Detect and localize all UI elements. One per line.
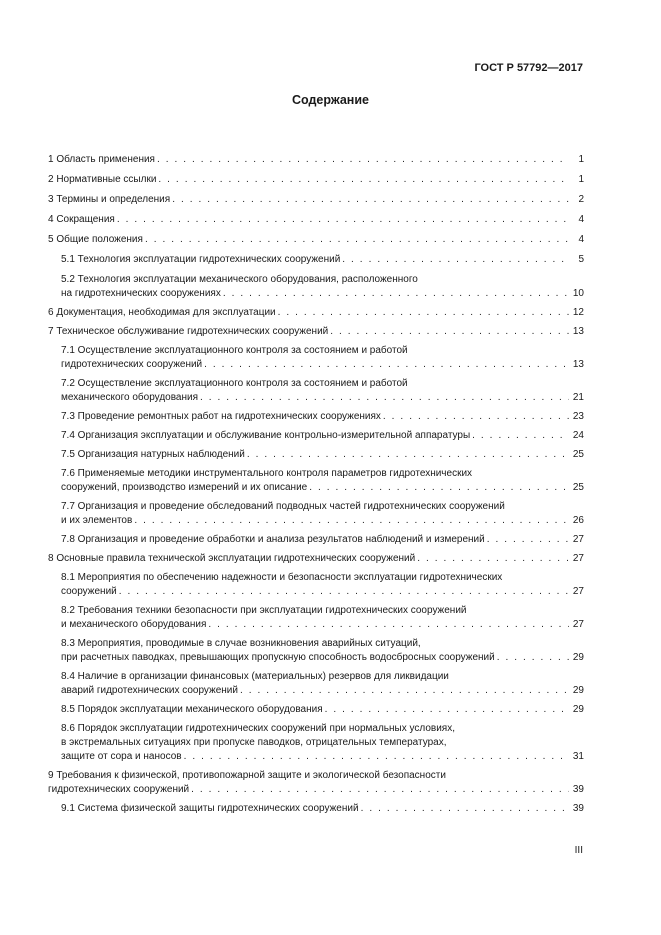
toc-page-number: 12 <box>572 307 584 318</box>
toc-entry-text: сооружений, производство измерений и их описание <box>61 482 308 493</box>
toc-page-number: 29 <box>572 704 584 715</box>
dot-leader <box>223 287 569 301</box>
page-title: Содержание <box>291 93 369 107</box>
dot-leader <box>383 410 569 424</box>
dot-leader <box>342 253 569 267</box>
toc-entry[interactable] <box>48 410 584 424</box>
toc-entry[interactable] <box>48 173 584 187</box>
toc-entry[interactable] <box>48 344 584 372</box>
toc-entry-line <box>61 429 584 443</box>
document-code: ГОСТ Р 57792—2017 <box>474 62 583 74</box>
toc-entry[interactable] <box>48 604 584 632</box>
toc-entry-line <box>61 585 584 599</box>
page-number: III <box>574 845 583 856</box>
toc-entry-text: 7.4 Организация эксплуатации и обслуживание контрольно-измерительной аппаратуры <box>61 430 471 441</box>
toc-page-number: 24 <box>572 430 584 441</box>
toc-entry-text: на гидротехнических сооружениях <box>61 288 221 299</box>
toc-page-number: 27 <box>572 619 584 630</box>
toc-page-number: 29 <box>572 685 584 696</box>
toc-entry-line <box>61 287 584 301</box>
toc-entry-text: 8 Основные правила технической эксплуатации гидротехнических сооружений <box>48 553 416 564</box>
dot-leader <box>240 684 569 698</box>
toc-entry-text: 7.6 Применяемые методики инструментального контроля параметров гидротехнических <box>61 468 473 479</box>
toc-entry-line <box>61 514 584 528</box>
toc-entry-line <box>61 410 584 424</box>
dot-leader <box>278 306 569 320</box>
toc-page-number: 13 <box>572 326 584 337</box>
dot-leader <box>145 233 569 247</box>
toc-entry-line <box>61 533 584 547</box>
dot-leader <box>134 514 569 528</box>
toc-entry-line <box>48 193 584 207</box>
toc-entry-text: и механического оборудования <box>61 619 207 630</box>
toc-entry[interactable] <box>48 153 584 167</box>
toc-entry-text: 7.3 Проведение ремонтных работ на гидротехнических сооружениях <box>61 411 381 422</box>
toc-entry-text: гидротехнических сооружений <box>61 359 203 370</box>
dot-leader <box>204 358 569 372</box>
toc-entry-line <box>48 552 584 566</box>
toc-entry-text: 7.2 Осуществление эксплуатационного контроля за состоянием и работой <box>61 378 408 389</box>
toc-entry-text: 9 Требования к физической, противопожарной защите и экологической безопасности <box>48 770 446 781</box>
toc-entry-line <box>61 448 584 462</box>
toc-entry-line <box>61 618 584 632</box>
toc-entry[interactable] <box>48 533 584 547</box>
toc-page-number: 1 <box>578 154 584 165</box>
toc-page-number: 2 <box>578 194 584 205</box>
toc-entry-text: 4 Сокращения <box>48 214 115 225</box>
toc-entry-line <box>48 233 584 247</box>
dot-leader <box>325 703 569 717</box>
dot-leader <box>487 533 569 547</box>
toc-entry-text: 5.1 Технология эксплуатации гидротехнических сооружений <box>61 254 341 265</box>
toc-entry[interactable] <box>48 722 584 764</box>
toc-entry[interactable] <box>48 253 584 267</box>
toc-entry[interactable] <box>48 703 584 717</box>
toc-entry-text: 1 Область применения <box>48 154 155 165</box>
toc-entry[interactable] <box>48 429 584 443</box>
toc-entry-text: защите от сора и наносов <box>61 751 182 762</box>
toc-entry-line <box>61 391 584 405</box>
toc-page-number: 27 <box>572 586 584 597</box>
toc-page-number: 39 <box>572 784 584 795</box>
dot-leader <box>117 213 569 227</box>
toc-entry-text: 9.1 Система физической защиты гидротехнических сооружений <box>61 803 359 814</box>
toc-entry-line <box>61 802 584 816</box>
toc-page-number: 10 <box>572 288 584 299</box>
toc-entry-line <box>61 651 584 665</box>
toc-entry-line <box>61 253 584 267</box>
toc-entry-text: аварий гидротехнических сооружений <box>61 685 238 696</box>
toc-entry[interactable] <box>48 213 584 227</box>
toc-entry-text: 8.3 Мероприятия, проводимые в случае возникновения аварийных ситуаций, <box>61 638 421 649</box>
toc-entry-text: 7.5 Организация натурных наблюдений <box>61 449 245 460</box>
toc-page-number: 27 <box>572 534 584 545</box>
toc-page-number: 25 <box>572 449 584 460</box>
toc-entry-line <box>61 358 584 372</box>
toc-entry[interactable] <box>48 377 584 405</box>
toc-entry-line <box>61 750 584 764</box>
toc-entry[interactable] <box>48 273 584 301</box>
toc-entry-text: сооружений <box>61 586 117 597</box>
toc-page-number: 39 <box>572 803 584 814</box>
toc-entry-text: 8.2 Требования техники безопасности при эксплуатации гидротехнических сооружений <box>61 605 467 616</box>
dot-leader <box>330 325 569 339</box>
toc-entry-text: 7 Техническое обслуживание гидротехнических сооружений <box>48 326 329 337</box>
dot-leader <box>361 802 569 816</box>
toc-entry-text: 8.1 Мероприятия по обеспечению надежности и безопасности эксплуатации гидротехнических <box>61 572 503 583</box>
toc-entry[interactable] <box>48 670 584 698</box>
toc-entry-line <box>48 173 584 187</box>
toc-entry[interactable] <box>48 325 584 339</box>
toc-entry[interactable] <box>48 233 584 247</box>
toc-entry-line <box>61 684 584 698</box>
toc-entry[interactable] <box>48 467 584 495</box>
toc-entry-line <box>48 325 584 339</box>
toc-entry[interactable] <box>48 769 584 797</box>
toc-entry-text: в экстремальных ситуациях при пропуске паводков, отрицательных температурах, <box>61 737 447 748</box>
toc-entry[interactable] <box>48 448 584 462</box>
toc-page-number: 26 <box>572 515 584 526</box>
toc-entry-line <box>48 213 584 227</box>
toc-page-number: 23 <box>572 411 584 422</box>
dot-leader <box>157 153 569 167</box>
dot-leader <box>208 618 569 632</box>
toc-entry-line <box>61 481 584 495</box>
dot-leader <box>309 481 569 495</box>
table-of-contents <box>48 153 584 821</box>
toc-entry-line <box>48 783 584 797</box>
toc-entry-line <box>61 703 584 717</box>
toc-page-number: 25 <box>572 482 584 493</box>
toc-entry[interactable] <box>48 193 584 207</box>
dot-leader <box>200 391 569 405</box>
dot-leader <box>158 173 569 187</box>
dot-leader <box>247 448 569 462</box>
dot-leader <box>497 651 569 665</box>
toc-entry-text: 2 Нормативные ссылки <box>48 174 157 185</box>
toc-entry-text: гидротехнических сооружений <box>48 784 190 795</box>
toc-entry-text: 5 Общие положения <box>48 234 143 245</box>
toc-page-number: 4 <box>578 234 584 245</box>
dot-leader <box>472 429 569 443</box>
toc-entry-text: 8.4 Наличие в организации финансовых (материальных) резервов для ликвидации <box>61 671 449 682</box>
toc-entry-text: и их элементов <box>61 515 133 526</box>
dot-leader <box>184 750 569 764</box>
toc-entry-text: 8.5 Порядок эксплуатации механического оборудования <box>61 704 323 715</box>
dot-leader <box>172 193 569 207</box>
toc-entry[interactable] <box>48 500 584 528</box>
toc-entry-text: 6 Документация, необходимая для эксплуатации <box>48 307 276 318</box>
toc-entry-text: 3 Термины и определения <box>48 194 171 205</box>
toc-entry-text: 7.7 Организация и проведение обследований подводных частей гидротехнических сооружений <box>61 501 505 512</box>
toc-entry[interactable] <box>48 637 584 665</box>
toc-page-number: 13 <box>572 359 584 370</box>
toc-entry-text: механического оборудования <box>61 392 199 403</box>
toc-entry-line <box>48 306 584 320</box>
toc-page-number: 4 <box>578 214 584 225</box>
toc-entry-text: 7.1 Осуществление эксплуатационного контроля за состоянием и работой <box>61 345 408 356</box>
toc-entry-text: при расчетных паводках, превышающих пропускную способность водосбросных сооружений <box>61 652 495 663</box>
toc-page-number: 27 <box>572 553 584 564</box>
toc-entry[interactable] <box>48 802 584 816</box>
toc-page-number: 31 <box>572 751 584 762</box>
toc-entry-text: 8.6 Порядок эксплуатации гидротехнических сооружений при нормальных условиях, <box>61 723 455 734</box>
toc-entry[interactable] <box>48 552 584 566</box>
toc-entry-text: 5.2 Технология эксплуатации механического оборудования, расположенного <box>61 274 418 285</box>
toc-page-number: 21 <box>572 392 584 403</box>
toc-entry-line <box>48 153 584 167</box>
toc-entry-text: 7.8 Организация и проведение обработки и анализа результатов наблюдений и измерений <box>61 534 485 545</box>
dot-leader <box>191 783 569 797</box>
toc-page-number: 1 <box>578 174 584 185</box>
dot-leader <box>119 585 569 599</box>
dot-leader <box>417 552 569 566</box>
toc-entry[interactable] <box>48 571 584 599</box>
toc-page-number: 5 <box>578 254 584 265</box>
toc-page-number: 29 <box>572 652 584 663</box>
toc-entry[interactable] <box>48 306 584 320</box>
